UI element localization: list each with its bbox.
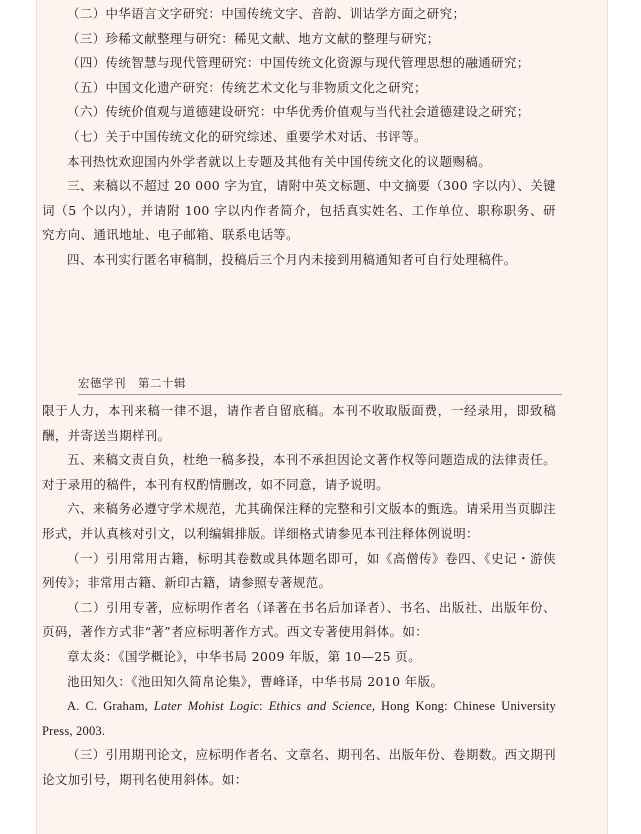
graham-subtitle: Ethics and Science: [268, 699, 372, 714]
graham-author: A. C. Graham,: [67, 699, 154, 714]
paragraph-continuation: 限于人力，本刊来稿一律不退，请作者自留底稿。本刊不收取版面费，一经录用，即致稿酬，并寄送当期样刊。: [42, 403, 556, 443]
paragraph-note-3: （三）引用期刊论文，应标明作者名、文章名、期刊名、出版年份、卷期数。西文期刊论文加引号，期刊名使用斜体。如：: [42, 747, 556, 787]
example-ikeda: 池田知久：《池田知久简帛论集》，曹峰译，中华书局 2010 年版。: [67, 673, 444, 689]
paragraph-topic-7: （七）关于中国传统文化的研究综述、重要学术对话、书评等。: [67, 128, 427, 144]
paragraph-rule-6: 六、来稿务必遵守学术规范，尤其确保注释的完整和引文版本的甄选。请采用当页脚注形式，并认真核对引文，以利编辑排版。详细格式请参见本刊注释体例说明：: [42, 501, 556, 541]
paragraph-rule-3: 三、来稿以不超过 20 000 字为宜，请附中英文标题、中文摘要（300 字以内）、关键词（5 个以内），并请附 100 字以内作者简介，包括真实姓名、工作单位、职称职务、研究方向、通讯地址、电子邮箱、联系电话等。: [42, 178, 556, 243]
graham-sep: :: [259, 699, 269, 714]
paragraph-note-2: （二）引用专著，应标明作者名（译著在书名后加译者）、书名、出版社、出版年份、页码，著作方式非“著”者应标明著作方式。西文专著使用斜体。如：: [42, 599, 556, 640]
paragraph-topic-2: （二）中华语言文字研究：中国传统文字、音韵、训诂学方面之研究；: [67, 6, 466, 21]
paragraph-topic-6: （六）传统价值观与道德建设研究：中华优秀价值观与当代社会道德建设之研究；: [67, 104, 530, 120]
paragraph-welcome: 本刊热忱欢迎国内外学者就以上专题及其他有关中国传统文化的议题赐稿。: [67, 153, 492, 169]
page-upper-body: [42, 2, 556, 273]
paragraph-rule-4: 四、本刊实行匿名审稿制，投稿后三个月内未接到用稿通知者可自行处理稿件。: [67, 251, 517, 267]
paragraph-rule-5: 五、来稿文责自负，杜绝一稿多投，本刊不承担因论文著作权等问题造成的法律责任。对于录用的稿件，本刊有权酌情删改，如不同意，请予说明。: [42, 452, 556, 492]
running-header: 宏德学刊 第二十辑: [78, 375, 562, 395]
paragraph-topic-5: （五）中国文化遗产研究：传统艺术文化与非物质文化之研究；: [67, 79, 427, 95]
paragraph-topic-3: （三）珍稀文献整理与研究：稀见文献、地方文献的整理与研究；: [67, 30, 440, 46]
graham-rest: , Hong Kong: Chinese University Press, 2003.: [42, 699, 556, 738]
graham-title: Later Mohist Logic: [153, 699, 260, 714]
example-zhang-taiyan: 章太炎：《国学概论》，中华书局 2009 年版，第 10—25 页。: [67, 648, 421, 664]
paragraph-topic-4: （四）传统智慧与现代管理研究：中国传统文化资源与现代管理思想的融通研究；: [67, 55, 530, 71]
paragraph-note-1: （一）引用常用古籍，标明其卷数或具体题名即可，如《高僧传》卷四、《史记・游侠列传》；非常用古籍、新印古籍，请参照专著规范。: [42, 550, 556, 591]
example-graham: [42, 694, 556, 743]
page-lower-body: [42, 399, 556, 793]
